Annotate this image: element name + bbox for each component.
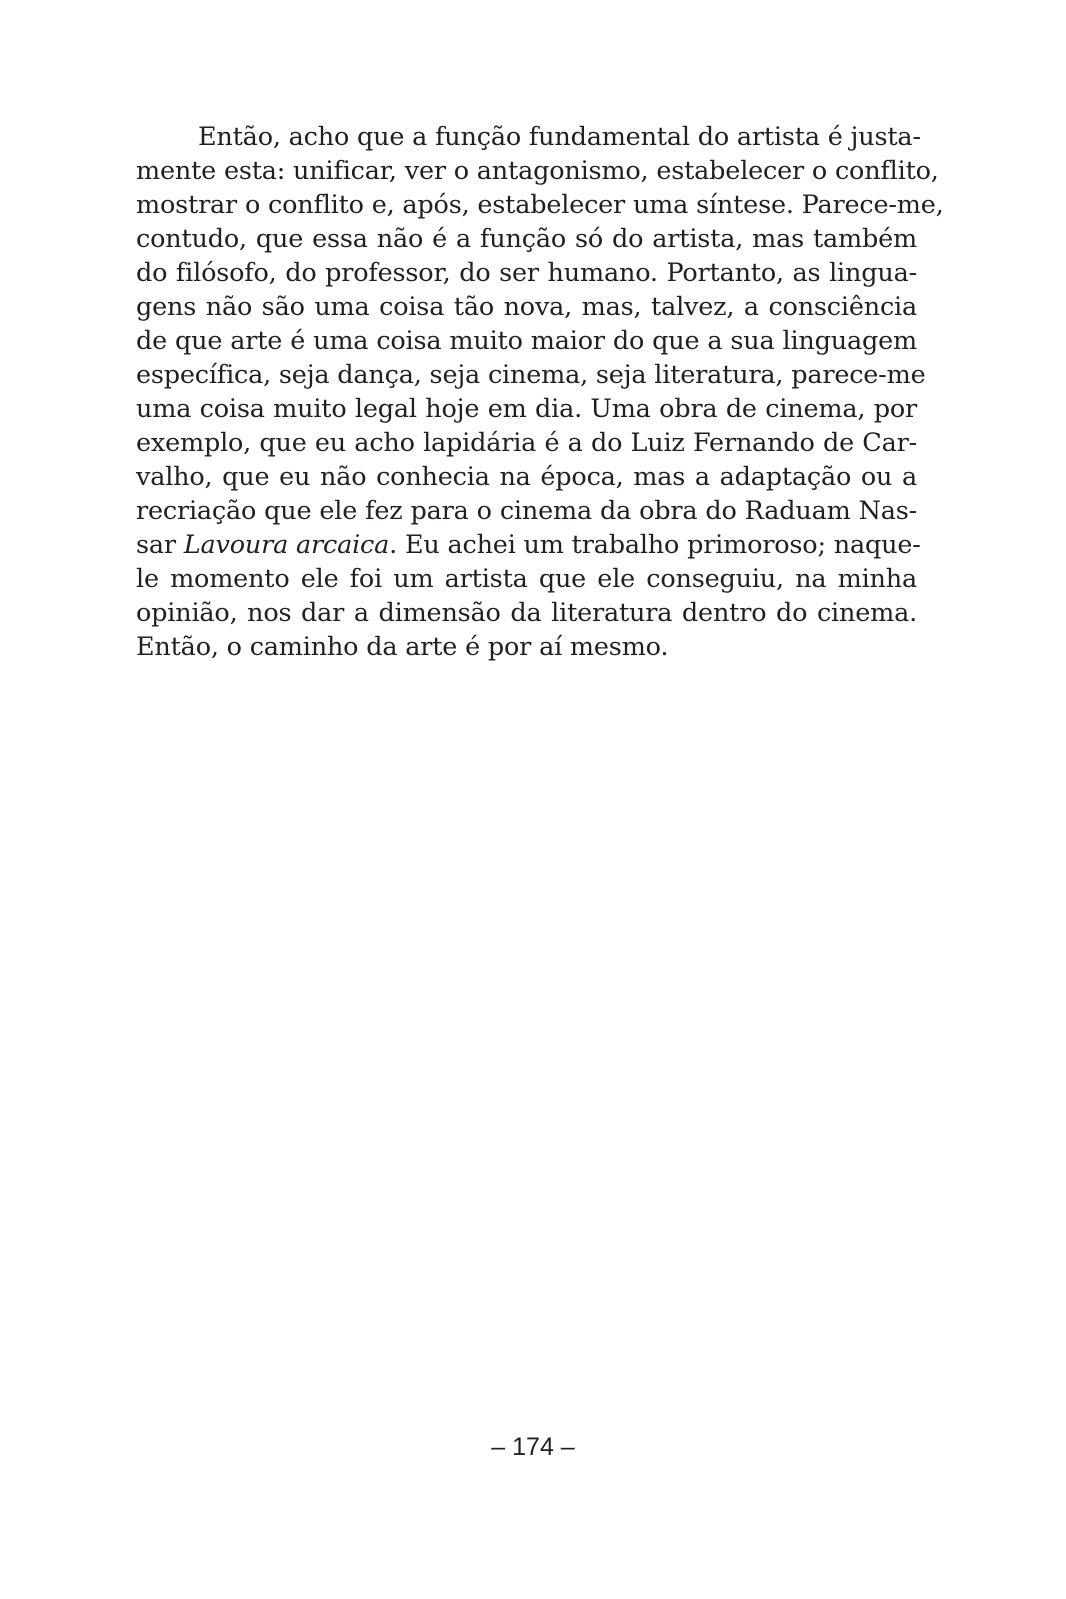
text-line-9: uma coisa muito legal hoje em dia. Uma obra de cinema, por <box>136 394 917 424</box>
text-line-13-end: . Eu achei um trabalho primoroso; naque- <box>389 530 921 560</box>
text-line-3: mostrar o conflito e, após, estabelecer uma síntese. Parece-me, <box>136 190 944 220</box>
text-line-12: recriação que ele fez para o cinema da obra do Raduam Nas- <box>136 496 917 526</box>
text-line-2: mente esta: unificar, ver o antagonismo, estabelecer o conflito, <box>136 156 939 186</box>
page-number: – 174 – <box>491 1433 575 1461</box>
text-line-10: exemplo, que eu acho lapidária é a do Luiz Fernando de Car- <box>136 428 917 458</box>
text-line-13 <box>136 528 921 562</box>
text-line-4: contudo, que essa não é a função só do artista, mas também <box>136 224 917 254</box>
text-line-14: le momento ele foi um artista que ele conseguiu, na minha <box>136 564 917 594</box>
text-line-15: opinião, nos dar a dimensão da literatura dentro do cinema. <box>136 598 917 628</box>
text-line-13-start: sar <box>136 530 184 560</box>
text-line-6: gens não são uma coisa tão nova, mas, talvez, a consciência <box>136 292 917 322</box>
book-title-italic: Lavoura arcaica <box>183 530 390 560</box>
text-line-11: valho, que eu não conhecia na época, mas a adaptação ou a <box>136 462 917 492</box>
text-line-16: Então, o caminho da arte é por aí mesmo. <box>136 632 669 662</box>
text-line-8: específica, seja dança, seja cinema, seja literatura, parece-me <box>136 360 926 390</box>
text-line-1: Então, acho que a função fundamental do artista é justa- <box>198 122 921 152</box>
text-line-5: do filósofo, do professor, do ser humano. Portanto, as lingua- <box>136 258 917 288</box>
body-paragraph <box>136 120 944 664</box>
text-line-7: de que arte é uma coisa muito maior do que a sua linguagem <box>136 326 917 356</box>
